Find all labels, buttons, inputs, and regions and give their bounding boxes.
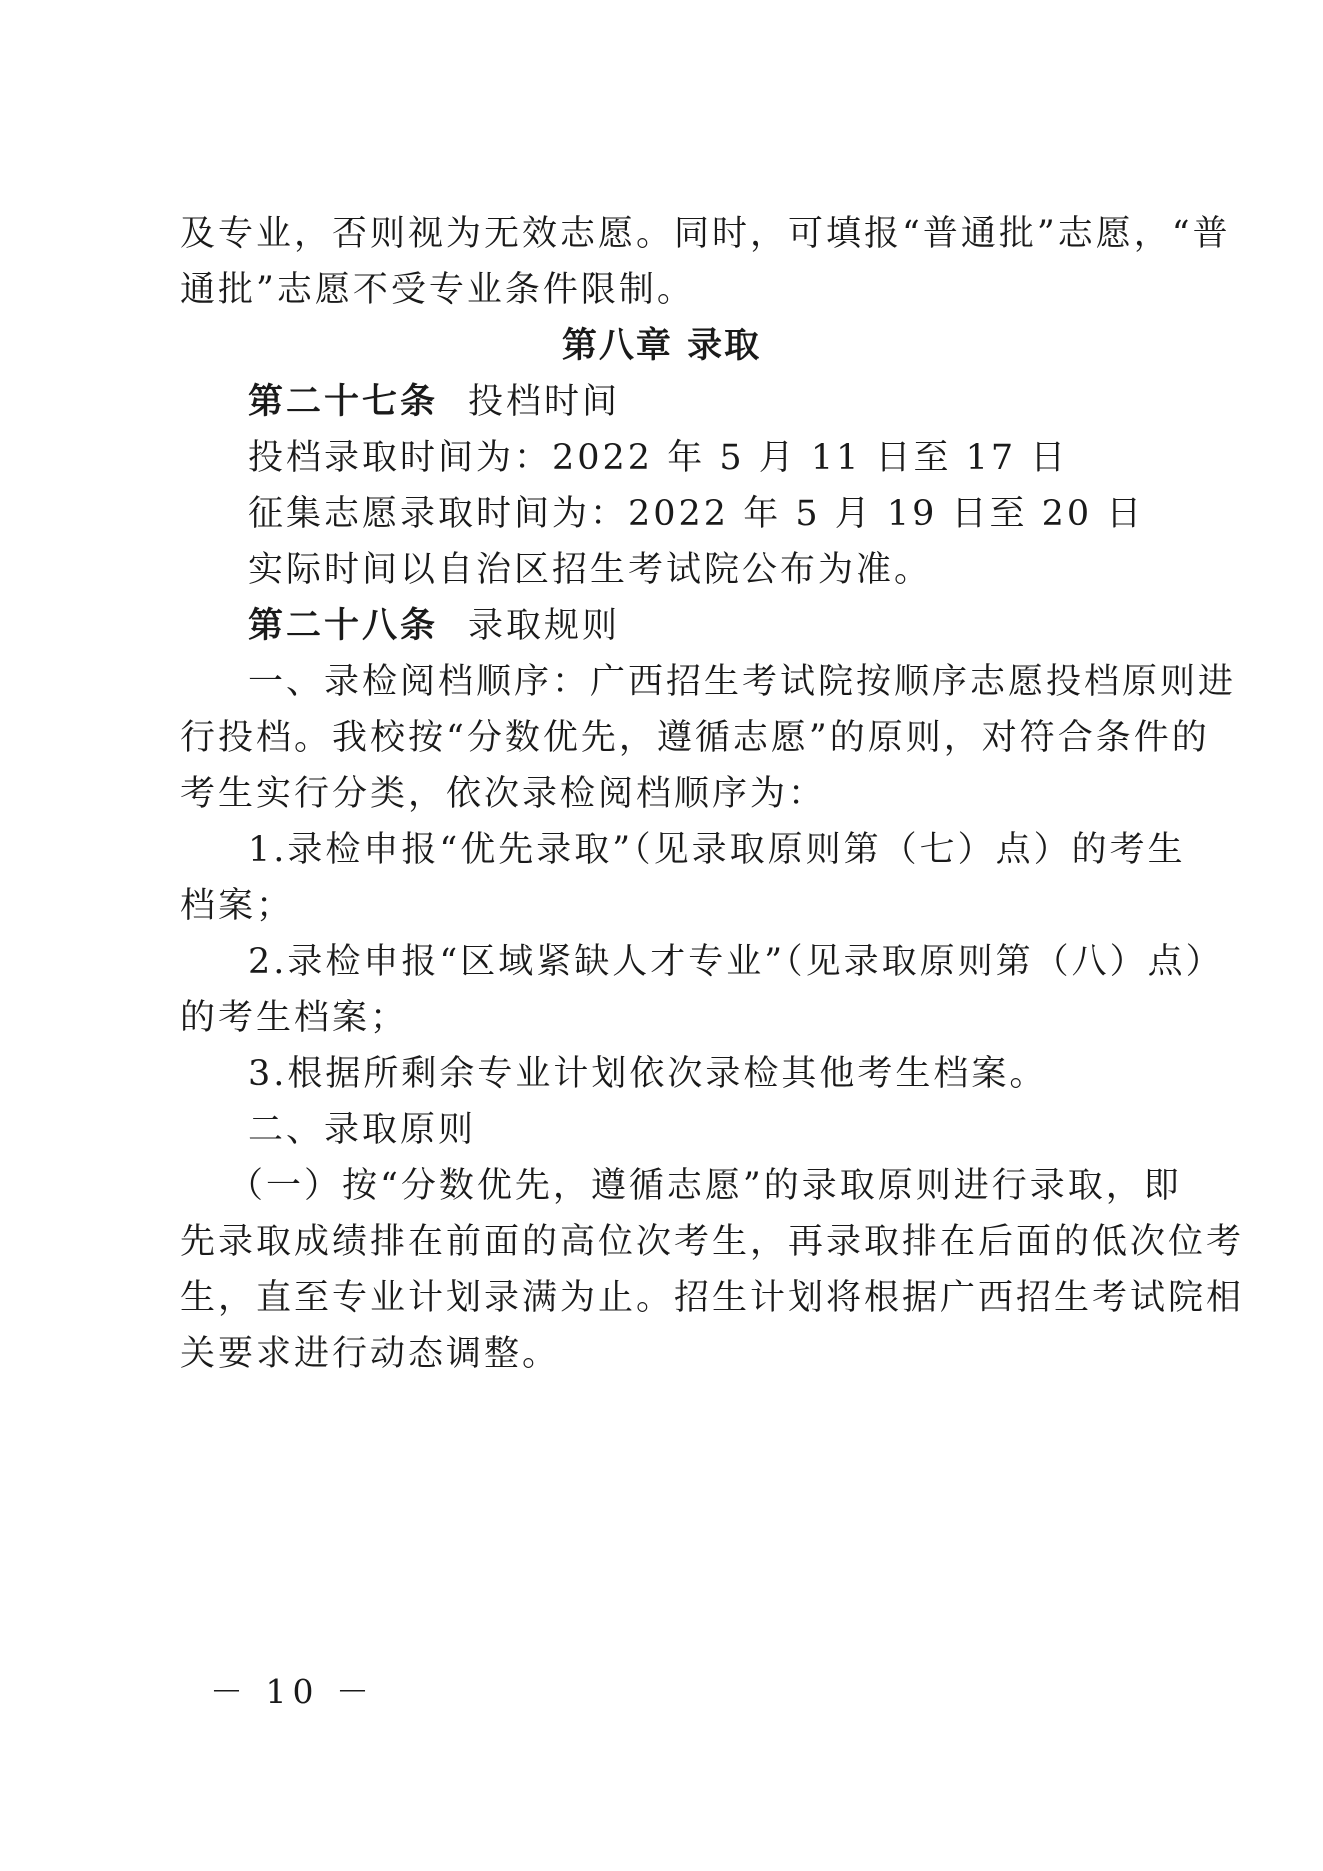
- article-title: 录取规则: [468, 606, 621, 646]
- paragraph-line: 征集志愿录取时间为：2022 年 5 月 19 日至 20 日: [248, 494, 1145, 534]
- article-27-heading: [248, 380, 1160, 424]
- paragraph-line: 实际时间以自治区招生考试院公布为准。: [248, 550, 933, 590]
- article-title: 投档时间: [468, 382, 621, 422]
- chapter-title: 第八章 录取: [561, 326, 762, 366]
- paragraph-line: 生，直至专业计划录满为止。招生计划将根据广西招生考试院相: [180, 1278, 1245, 1318]
- paragraph-line: 关要求进行动态调整。: [180, 1334, 561, 1374]
- article-number: 第二十七条: [248, 382, 439, 422]
- list-item: 1.录检申报“优先录取”（见录取原则第（七）点）的考生: [248, 830, 1186, 870]
- paragraph-line: 通批”志愿不受专业条件限制。: [180, 270, 695, 310]
- list-item: 2.录检申报“区域紧缺人才专业”（见录取原则第（八）点）: [248, 942, 1224, 982]
- paragraph-line: 投档录取时间为：2022 年 5 月 11 日至 17 日: [248, 438, 1069, 478]
- paragraph-line: 一、录检阅档顺序：广西招生考试院按顺序志愿投档原则进: [248, 662, 1237, 702]
- paragraph-line: 考生实行分类，依次录检阅档顺序为：: [180, 774, 827, 814]
- page-number: － 10 －: [210, 1672, 375, 1711]
- paragraph-line: 及专业，否则视为无效志愿。同时，可填报“普通批”志愿，“普: [180, 214, 1231, 254]
- paragraph-line: 先录取成绩排在前面的高位次考生，再录取排在后面的低次位考: [180, 1222, 1245, 1262]
- paragraph-line: 的考生档案；: [180, 998, 409, 1038]
- section-heading: 二、录取原则: [248, 1110, 477, 1150]
- paragraph-line: （一）按“分数优先，遵循志愿”的录取原则进行录取，即: [228, 1166, 1182, 1206]
- article-28-heading: [248, 604, 1160, 648]
- article-number: 第二十八条: [248, 606, 439, 646]
- paragraph-line: 档案；: [180, 886, 295, 926]
- list-item: 3.根据所剩余专业计划依次录检其他考生档案。: [248, 1054, 1048, 1094]
- paragraph-line: 行投档。我校按“分数优先，遵循志愿”的原则，对符合条件的: [180, 718, 1210, 758]
